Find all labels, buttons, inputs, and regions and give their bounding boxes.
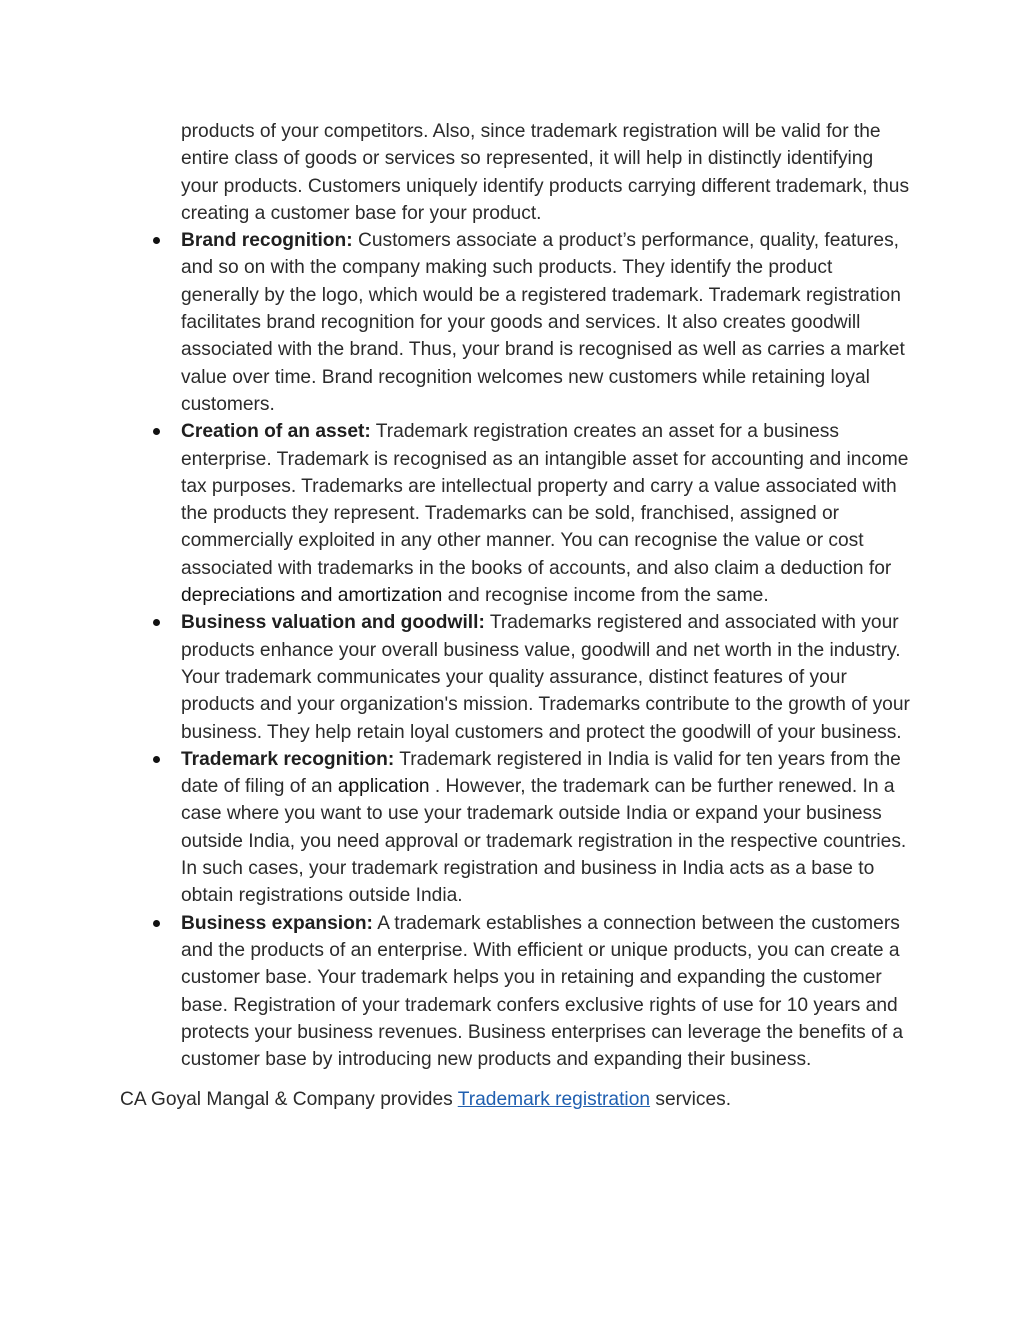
depreciation-link[interactable]: depreciations and amortization: [181, 585, 443, 607]
benefits-list: [120, 227, 910, 1073]
list-item-text: A trademark establishes a connection between the customers and the products of an enterprise. With efficient or unique products, you can create a customer base. Your trademark helps you in retaining and expanding the customer base. Registration of your trademark confers exclusive rights of use for 10 years and protects your business revenues. Business enterprises can leverage the benefits of a customer base by introducing new products and expanding their business.: [181, 912, 904, 1071]
bullet-icon: [153, 237, 160, 244]
list-item-term: Trademark recognition:: [181, 748, 395, 770]
bullet-icon: [153, 756, 160, 763]
list-item-business-valuation: [120, 609, 910, 745]
list-item-text: Customers associate a product’s performance, quality, features, and so on with the company making such products. They identify the product generally by the logo, which would be a registered trademark. Trademark registration facilitates brand recognition for your goods and services. It also creates goodwill associated with the brand. Thus, your brand is recognised as well as carries a market value over time. Brand recognition welcomes new customers while retaining loyal customers.: [181, 230, 905, 415]
list-item-creation-of-asset: [120, 418, 910, 609]
trademark-registration-link[interactable]: Trademark registration: [457, 1089, 651, 1111]
list-item-term: Creation of an asset:: [181, 421, 371, 443]
list-item-brand-recognition: [120, 227, 910, 418]
list-item-text: Trademark registration creates an asset for a business enterprise. Trademark is recognised as an intangible asset for accounting and income tax purposes. Trademarks are intellectual property and carry a value associated with the products they represent. Trademarks can be sold, franchised, assigned or commercially exploited in any other manner. You can recognise the value or cost associated with trademarks in the books of accounts, and also claim a deduction for: [181, 421, 909, 579]
intro-paragraph: products of your competitors. Also, since trademark registration will be valid for the entire class of goods or services so represented, it will help in distinctly identifying your products. Customers uniquely identify products carrying different trademark, thus creating a customer base for your product.: [181, 121, 910, 224]
list-item-trademark-recognition: [120, 746, 910, 910]
footer-paragraph: [120, 1086, 910, 1113]
list-item-text: Trademarks registered and associated with your products enhance your overall business value, goodwill and net worth in the industry. Your trademark communicates your quality assurance, distinct features of your products and your organization's mission. Trademarks contribute to the growth of your business. They help retain loyal customers and protect the goodwill of your business.: [181, 612, 910, 743]
bullet-icon: [153, 920, 160, 927]
list-item-text-after: and recognise income from the same.: [442, 585, 769, 607]
list-item-text-after: . However, the trademark can be further renewed. In a case where you want to use your trademark outside India or expand your business outside India, you need approval or trademark registration in the respective countries. In such cases, your trademark registration and business in India acts as a base to obtain registrations outside India.: [181, 776, 907, 907]
list-item-text: Trademark registered in India is valid for ten years from the date of filing of an: [181, 748, 901, 798]
footer-text-before: CA Goyal Mangal & Company provides: [120, 1089, 458, 1111]
bullet-icon: [153, 619, 160, 626]
footer-text-after: services.: [650, 1089, 732, 1111]
list-item-term: Brand recognition:: [181, 230, 353, 252]
document-body: [120, 118, 910, 1114]
list-item-term: Business expansion:: [181, 912, 373, 934]
bullet-icon: [153, 428, 160, 435]
application-link[interactable]: application: [337, 776, 430, 798]
list-item-term: Business valuation and goodwill:: [181, 612, 485, 634]
list-item-business-expansion: [120, 910, 910, 1074]
